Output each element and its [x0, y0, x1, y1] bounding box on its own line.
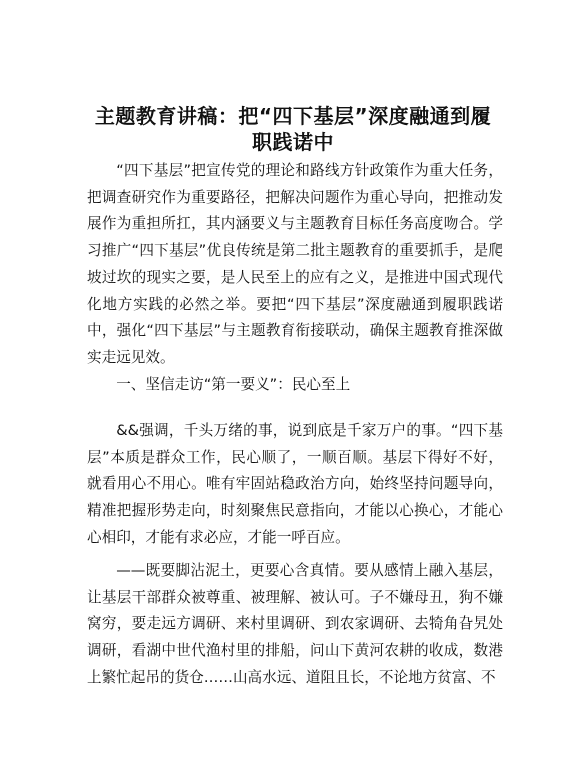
body-paragraph-2: ——既要脚沾泥土，更要心含真情。要从感情上融入基层，让基层干部群众被尊重、被理解、被认可。子不嫌母丑，狗不嫌窝穷，要走远方调研、来村里调研、到农家调研、去犄角旮旯处调研，看湖中世代渔村里的排船，问山下黄河农耕的收成，数港上繁忙起吊的货仓……山高水远、道阻且长，不论地方贫富、不: [87, 562, 503, 686]
title-line-2: 职践诺中: [252, 130, 334, 154]
intro-paragraph: “四下基层”把宣传党的理论和路线方针政策作为重大任务，把调查研究作为重要路径，把解决问题作为重心导向，把推动发展作为重担所扛，其内涵要义与主题教育目标任务高度吻合。学习推广“四下基层”优良传统是第二批主题教育的重要抓手，是爬坡过坎的现实之要，是人民至上的应有之义，是推进中国式现代化地方实践的必然之举。要把“四下基层”深度融通到履职践诺中，强化“四下基层”与主题教育衔接联动，确保主题教育推深做实走远见效。: [87, 162, 503, 366]
section-heading-1: 一、坚信走访“第一要义”：民心至上: [116, 376, 351, 393]
body-paragraph-1: &&强调，千头万绪的事，说到底是千家万户的事。“四下基层”本质是群众工作，民心顺了，一顺百顺。基层下得好不好，就看用心不用心。唯有牢固站稳政治方向，始终坚持问题导向，精准把握形势走向，时刻聚焦民意指向，才能以心换心，才能心心相印，才能有求必应，才能一呼百应。: [87, 422, 503, 546]
title-line-1: 主题教育讲稿：把“四下基层”深度融通到履: [94, 104, 492, 128]
document-title: [60, 103, 526, 155]
